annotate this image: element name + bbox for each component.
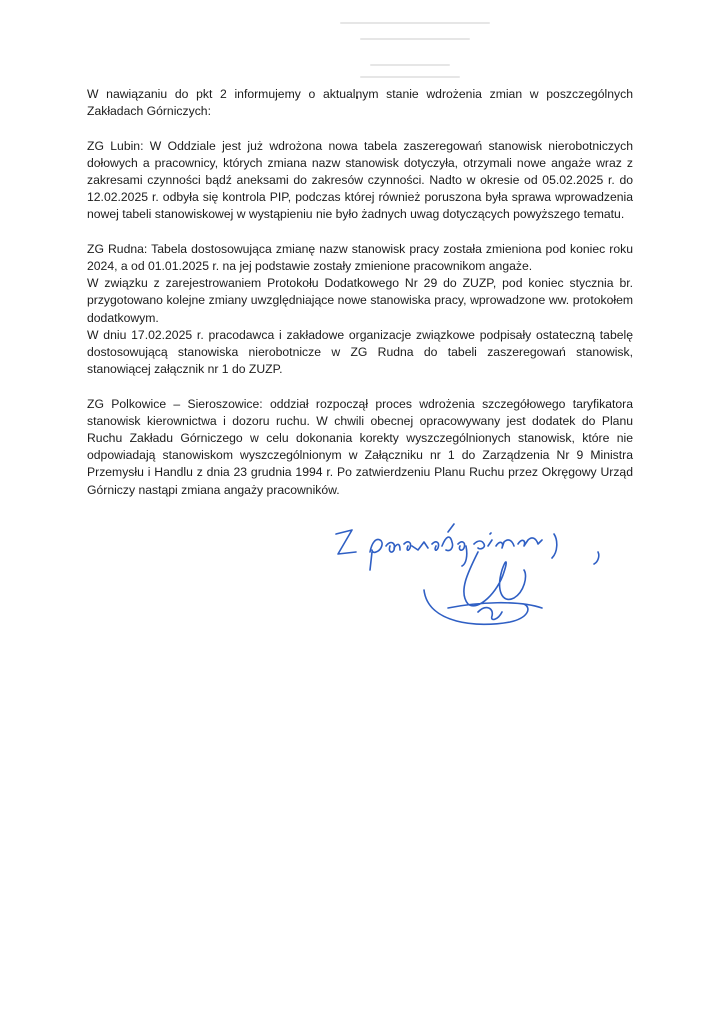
paragraph-intro: W nawiązaniu do pkt 2 informujemy o aktualnym stanie wdrożenia zmian w poszczególnych Zakładach Górniczych: xyxy=(87,87,633,119)
signature-letter-z xyxy=(336,530,356,554)
faded-letterhead xyxy=(300,14,500,84)
handwritten-signature xyxy=(328,512,628,642)
paragraph-zg-rudna-1: ZG Rudna: Tabela dostosowująca zmianę nazw stanowisk pracy została zmieniona pod koniec roku 2024, a od 01.01.2025 r. na jej podstawie zostały zmienione pracownikom angaże. xyxy=(87,241,633,273)
signature-comma xyxy=(594,552,599,564)
paragraph-zg-polkowice: ZG Polkowice – Sieroszowice: oddział rozpoczął proces wdrożenia szczegółowego taryfikatora stanowisk kierownictwa i dozoru ruchu. W chwili obecnej opracowywany jest dodatek do Planu Ruchu Zakładu Górniczego w celu dokonania korekty wyszczególnionych stanowisk, które nie odpowiadają stanowiskom wyszczególnionym w Załączniku nr 1 do Zarządzenia Nr 9 Ministra Przemysłu i Handlu z dnia 23 grudnia 1994 r. Po zatwierdzeniu Planu Ruchu przez Okręgowy Urząd Górniczy nastąpi zmiana angaży pracowników. xyxy=(87,396,633,497)
paragraph-zg-rudna-2: W związku z zarejestrowaniem Protokołu Dodatkowego Nr 29 do ZUZP, pod koniec stycznia br. przygotowano kolejne zmiany uwzględniające nowe stanowiska pracy, wprowadzone ww. protokołem dodatkowym. xyxy=(87,276,633,325)
paragraph-zg-lubin: ZG Lubin: W Oddziale jest już wdrożona nowa tabela zaszeregowań stanowisk nierobotniczych dołowych a pracownicy, których zmiana nazw stanowisk dotyczyła, otrzymali nowe angaże wraz z zakresami czynności bądź aneksami do zakresów czynności. Nadto w okresie od 05.02.2025 r. do 12.02.2025 r. odbyła się kontrola PIP, podczas której również poruszona była sprawa wprowadzenia nowej tabeli stanowiskowej w wystąpieniu nie było żadnych uwag dotyczących powyższego tematu. xyxy=(87,138,633,222)
paragraph-zg-rudna-3: W dniu 17.02.2025 r. pracodawca i zakładowe organizacje związkowe podpisały ostateczną tabelę dostosowującą stanowiska nierobotnicze w ZG Rudna do tabeli zaszeregowań stanowisk, stanowiącej załącznik nr 1 do ZUZP. xyxy=(87,327,633,377)
signature-word xyxy=(370,524,557,570)
signature-flourish xyxy=(424,552,542,624)
letter-body xyxy=(87,86,633,516)
